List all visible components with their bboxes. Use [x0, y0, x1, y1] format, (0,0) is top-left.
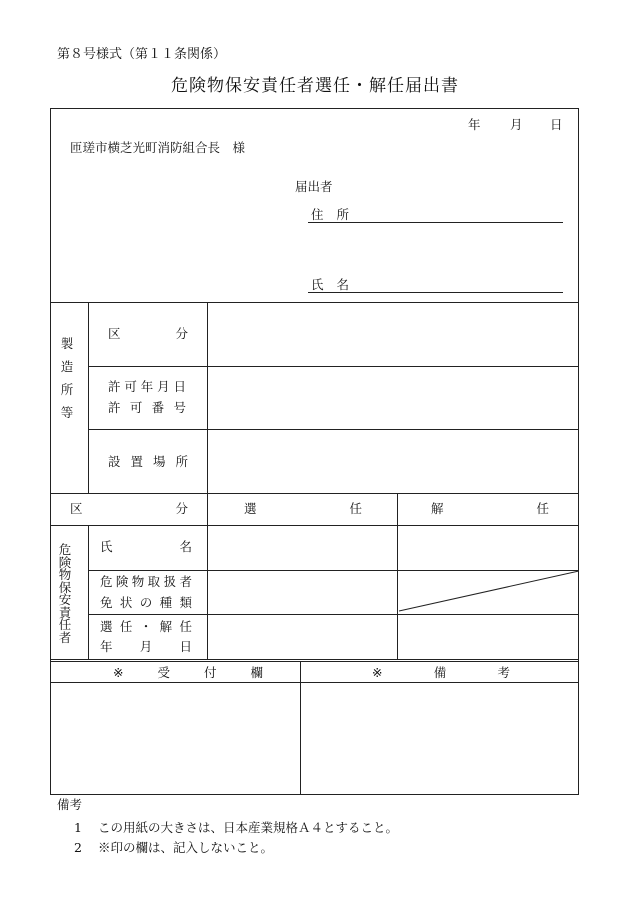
license-label-line2: 免 状 の 種 類 — [100, 595, 192, 610]
address-field[interactable] — [308, 222, 563, 223]
license-dismiss-slash — [398, 570, 579, 614]
notes-title: 備考 — [57, 797, 83, 812]
plant-section-label: 製造所等 — [60, 336, 74, 420]
plant-category-label: 区 分 — [108, 326, 188, 341]
dismiss-header: 解 任 — [431, 501, 549, 516]
officer-name-appoint-field[interactable] — [208, 526, 396, 569]
remarks-header: ※ 備 考 — [372, 665, 510, 680]
address-label: 住 所 — [311, 207, 349, 222]
plant-category-field[interactable] — [208, 303, 578, 365]
note-number: 2 — [74, 840, 82, 855]
permit-date-label: 許 可 年 月 日 — [108, 379, 186, 394]
license-appoint-field[interactable] — [208, 571, 396, 613]
appoint-header: 選 任 — [244, 501, 362, 516]
date-dismiss-field[interactable] — [398, 615, 578, 658]
document-title: 危険物保安責任者選任・解任届出書 — [171, 76, 459, 96]
location-field[interactable] — [208, 430, 578, 492]
appoint-dismiss-date-label-line1: 選 任 ・ 解 任 — [100, 619, 192, 634]
date-month-label: 月 — [510, 117, 523, 132]
addressee: 匝瑳市横芝光町消防組合長 様 — [70, 140, 246, 155]
permit-field[interactable] — [208, 367, 578, 428]
notifier-label: 届出者 — [295, 179, 333, 194]
date-day-label: 日 — [550, 117, 563, 132]
permit-number-label: 許 可 番 号 — [108, 400, 186, 415]
reception-header: ※ 受 付 欄 — [113, 665, 263, 680]
officer-name-dismiss-field[interactable] — [398, 526, 578, 569]
form-number: 第８号様式（第１１条関係） — [57, 47, 227, 62]
officer-section-label: 危険物保安責任者 — [58, 542, 72, 645]
category-header: 区 分 — [70, 501, 188, 516]
date-appoint-field[interactable] — [208, 615, 396, 658]
remarks-field — [301, 683, 578, 794]
note-text: この用紙の大きさは、日本産業規格Ａ４とすること。 — [98, 820, 399, 835]
officer-name-label: 氏 名 — [100, 539, 192, 554]
license-label-line1: 危 険 物 取 扱 者 — [100, 574, 192, 589]
note-number: 1 — [74, 820, 82, 835]
note-text: ※印の欄は、記入しないこと。 — [98, 840, 274, 855]
location-label: 設 置 場 所 — [108, 454, 188, 469]
appoint-dismiss-date-label-line2: 年 月 日 — [100, 639, 192, 654]
date-year-label: 年 — [468, 117, 481, 132]
name-field[interactable] — [308, 292, 563, 293]
name-label: 氏 名 — [311, 277, 349, 292]
reception-field — [51, 683, 299, 794]
